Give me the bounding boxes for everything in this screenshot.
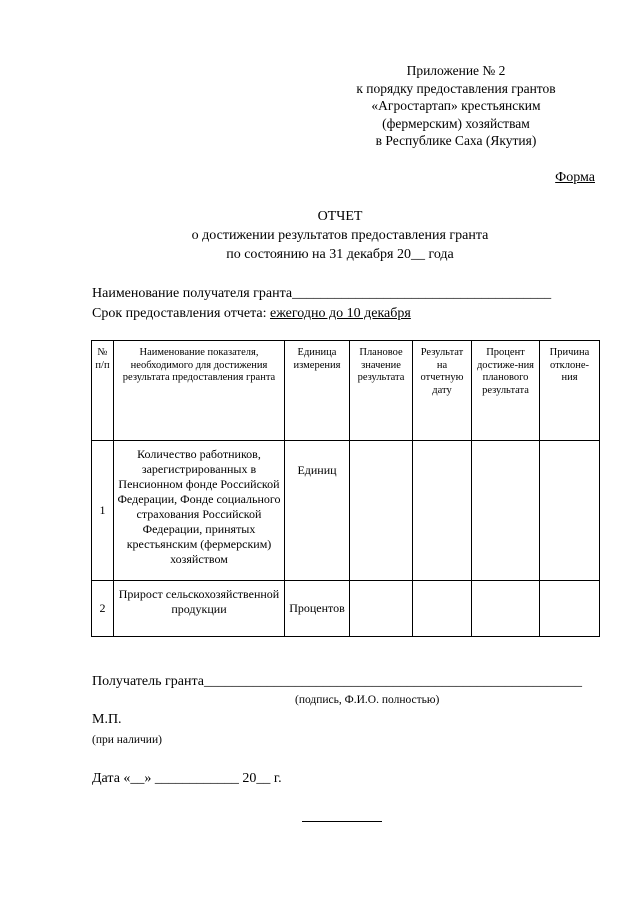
stamp-label: М.П. bbox=[92, 712, 122, 727]
row-indicator: Количество работников, зарегистрированных в Пенсионном фонде Российской Федерации, Фонде социального страхования Российской Федерации, принятых крестьянским (фермерским) хозяйством bbox=[114, 441, 285, 581]
report-table bbox=[91, 340, 600, 637]
signature-line bbox=[92, 674, 582, 690]
divider bbox=[302, 821, 382, 822]
recipient-blank[interactable]: _____________________________________ bbox=[292, 286, 552, 301]
row-indicator: Прирост сельскохозяйственной продукции bbox=[114, 581, 285, 637]
appendix-line-1: Приложение № 2 bbox=[406, 63, 506, 78]
table-header-row bbox=[92, 341, 600, 441]
signature-label: Получатель гранта bbox=[92, 674, 204, 689]
row-num: 2 bbox=[92, 581, 114, 637]
row-unit: Единиц bbox=[285, 441, 350, 581]
report-title-line-2: о достижении результатов предоставления гранта bbox=[191, 228, 489, 243]
row-percent-cell[interactable] bbox=[472, 581, 540, 637]
header-actual: Результат на отчетную дату bbox=[413, 341, 472, 441]
row-actual-cell[interactable] bbox=[413, 581, 472, 637]
deadline-field bbox=[92, 306, 411, 322]
recipient-label: Наименование получателя гранта bbox=[92, 286, 293, 301]
row-percent-cell[interactable] bbox=[472, 441, 540, 581]
date-line[interactable]: Дата «__» ____________ 20__ г. bbox=[92, 771, 282, 786]
header-plan: Плановое значение результата bbox=[350, 341, 413, 441]
signature-hint: (подпись, Ф.И.О. полностью) bbox=[295, 694, 440, 706]
deadline-label: Срок предоставления отчета: bbox=[92, 306, 270, 321]
appendix-line-4: (фермерским) хозяйствам bbox=[382, 115, 530, 131]
stamp-hint: (при наличии) bbox=[92, 734, 162, 746]
row-plan-cell[interactable] bbox=[350, 441, 413, 581]
row-actual-cell[interactable] bbox=[413, 441, 472, 581]
report-title bbox=[0, 207, 640, 264]
header-unit: Единица измерения bbox=[285, 341, 350, 441]
header-percent: Процент достиже-ния планового результата bbox=[472, 341, 540, 441]
form-label: Форма bbox=[555, 170, 595, 185]
row-reason-cell[interactable] bbox=[540, 581, 600, 637]
row-reason-cell[interactable] bbox=[540, 441, 600, 581]
table-row bbox=[92, 581, 600, 637]
header-num: № п/п bbox=[92, 341, 114, 441]
row-unit: Процентов bbox=[285, 581, 350, 637]
row-num: 1 bbox=[92, 441, 114, 581]
header-reason: Причина отклоне-ния bbox=[540, 341, 600, 441]
header-indicator: Наименование показателя, необходимого для достижения результата предоставления гранта bbox=[114, 341, 285, 441]
appendix-line-5: в Республике Саха (Якутия) bbox=[375, 133, 537, 148]
row-plan-cell[interactable] bbox=[350, 581, 413, 637]
recipient-field bbox=[92, 286, 551, 302]
appendix-header bbox=[320, 62, 592, 150]
report-title-line-1: ОТЧЕТ bbox=[317, 209, 363, 224]
appendix-line-2: к порядку предоставления грантов bbox=[356, 80, 556, 96]
appendix-line-3: «Агростартап» крестьянским bbox=[371, 98, 541, 113]
deadline-value: ежегодно до 10 декабря bbox=[269, 306, 411, 321]
table-row bbox=[92, 441, 600, 581]
signature-blank[interactable]: ______________________________________________________ bbox=[203, 674, 582, 689]
report-title-line-3: по состоянию на 31 декабря 20__ года bbox=[226, 247, 454, 262]
